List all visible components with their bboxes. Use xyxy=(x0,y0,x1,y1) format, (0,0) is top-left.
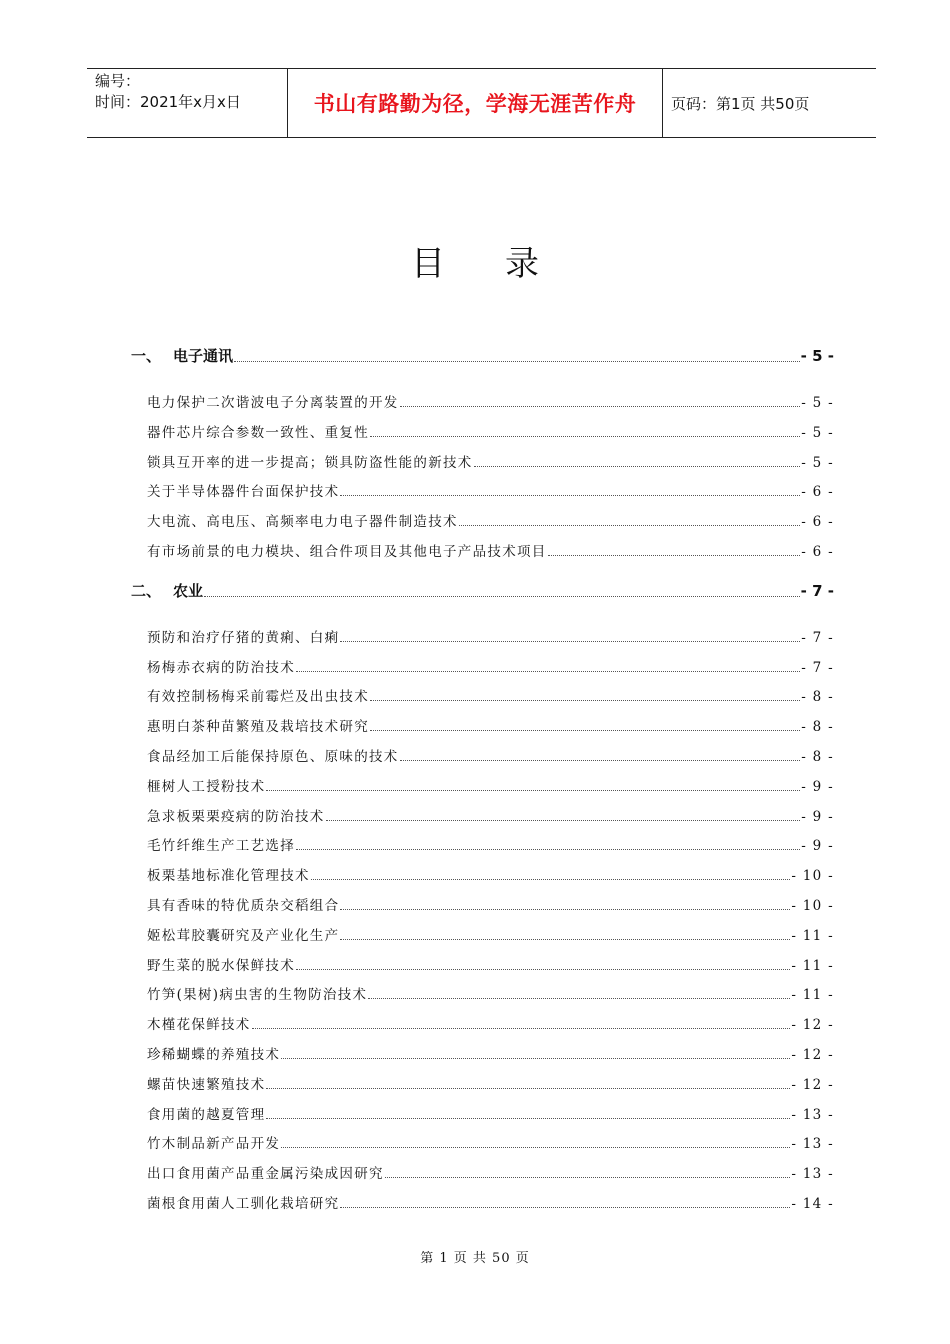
toc-leader-dots xyxy=(370,436,800,437)
toc-page-number: - 11 - xyxy=(791,957,834,974)
toc-entry-text: 榧树人工授粉技术 xyxy=(147,778,266,795)
toc-entry-title xyxy=(147,540,547,560)
toc-entry-title xyxy=(147,834,295,854)
page-footer: 第 1 页 共 50 页 xyxy=(420,1251,530,1266)
toc-page-number: - 5 - xyxy=(801,424,834,441)
toc-page-number: - 8 - xyxy=(801,719,834,736)
toc-page-number: - 8 - xyxy=(801,689,834,706)
toc-entry-title xyxy=(147,954,295,974)
toc-page-number: - 7 - xyxy=(801,629,834,646)
header-page-info: 页码：第1页 共50页 xyxy=(671,94,810,113)
document-time: 时间：2021年x月x日 xyxy=(95,93,241,111)
toc-entry-title xyxy=(147,1043,280,1063)
toc-entry-text: 具有香味的特优质杂交稻组合 xyxy=(147,898,340,914)
toc-item[interactable] xyxy=(147,1043,834,1063)
toc-leader-dots xyxy=(296,671,800,672)
page-title: 目录 xyxy=(411,244,599,284)
toc-entry-text: 木槿花保鲜技术 xyxy=(147,1017,251,1034)
toc-item[interactable] xyxy=(147,834,834,854)
toc-section[interactable] xyxy=(131,580,834,601)
toc-entry-title xyxy=(131,580,203,601)
toc-entry-text: 出口食用菌产品重金属污染成因研究 xyxy=(147,1166,384,1183)
toc-entry-text: 竹笋(果树)病虫害的生物防治技术 xyxy=(147,987,368,1004)
toc-entry-text: 电子通讯 xyxy=(173,347,234,365)
toc-entry-text: 竹木制品新产品开发 xyxy=(147,1136,281,1153)
toc-entry-text: 食用菌的越夏管理 xyxy=(147,1106,266,1123)
toc-page-number: - 7 - xyxy=(800,581,834,600)
toc-item[interactable] xyxy=(147,805,834,825)
toc-entry-text: 惠明白茶种苗繁殖及栽培技术研究 xyxy=(147,719,369,736)
toc-leader-dots xyxy=(400,406,801,407)
toc-item[interactable] xyxy=(147,626,834,646)
toc-entry-text: 毛竹纤维生产工艺选择 xyxy=(147,838,295,855)
toc-item[interactable] xyxy=(147,480,834,500)
toc-entry-title xyxy=(147,775,265,795)
toc-leader-dots xyxy=(370,730,800,731)
toc-leader-dots xyxy=(281,1058,790,1059)
toc-leader-dots xyxy=(370,700,800,701)
toc-item[interactable] xyxy=(147,1192,834,1212)
toc-entry-title xyxy=(147,894,339,914)
toc-page-number: - 12 - xyxy=(791,1047,834,1063)
header-meta xyxy=(87,69,287,137)
toc-item[interactable] xyxy=(147,510,834,530)
toc-entry-title xyxy=(147,864,310,884)
toc-item[interactable] xyxy=(147,745,834,765)
document-number-label: 编号： xyxy=(95,72,141,90)
toc-leader-dots xyxy=(400,760,801,761)
toc-leader-dots xyxy=(266,1118,790,1119)
toc-item[interactable] xyxy=(147,540,834,560)
toc-item[interactable] xyxy=(147,1132,834,1152)
toc-entry-text: 电力保护二次谐波电子分离装置的开发 xyxy=(147,395,399,411)
toc-entry-title xyxy=(147,656,295,676)
toc-entry-title xyxy=(147,1103,265,1123)
toc-entry-text: 预防和治疗仔猪的黄痢、白痢 xyxy=(147,629,340,646)
toc-leader-dots xyxy=(296,969,790,970)
toc-entry-title xyxy=(147,391,399,411)
toc-item[interactable] xyxy=(147,775,834,795)
toc-leader-dots xyxy=(326,820,801,821)
toc-entry-text: 珍稀蝴蝶的养殖技术 xyxy=(147,1047,281,1063)
toc-section[interactable] xyxy=(131,345,834,366)
toc-page-number: - 9 - xyxy=(801,838,834,855)
toc-entry-title xyxy=(147,480,339,500)
toc-page-number: - 9 - xyxy=(801,778,834,795)
toc-page-number: - 10 - xyxy=(791,868,834,885)
toc-page-number: - 10 - xyxy=(791,898,834,914)
toc-entry-text: 锁具互开率的进一步提高；锁具防盗性能的新技术 xyxy=(147,454,473,471)
toc-item[interactable] xyxy=(147,715,834,735)
toc-item[interactable] xyxy=(147,1162,834,1182)
toc-entry-text: 菌根食用菌人工驯化栽培研究 xyxy=(147,1196,340,1212)
toc-entry-title xyxy=(147,1132,280,1152)
toc-page-number: - 5 - xyxy=(801,395,834,411)
toc-entry-text: 螺苗快速繁殖技术 xyxy=(147,1076,266,1093)
toc-entry-text: 野生菜的脱水保鲜技术 xyxy=(147,957,295,974)
toc-page-number: - 12 - xyxy=(791,1076,834,1093)
toc-item[interactable] xyxy=(147,1013,834,1033)
toc-page-number: - 14 - xyxy=(791,1196,834,1212)
toc-leader-dots xyxy=(296,849,800,850)
toc-leader-dots xyxy=(340,909,790,910)
toc-entry-title xyxy=(147,1192,339,1212)
toc-leader-dots xyxy=(252,1028,791,1029)
toc-entry-title xyxy=(147,924,339,944)
toc-leader-dots xyxy=(340,641,800,642)
toc-entry-title xyxy=(147,421,369,441)
toc-item[interactable] xyxy=(147,954,834,974)
toc-leader-dots xyxy=(340,495,800,496)
toc-entry-title xyxy=(147,1073,265,1093)
toc-entry-text: 杨梅赤衣病的防治技术 xyxy=(147,659,295,676)
toc-page-number: - 7 - xyxy=(801,659,834,676)
toc-page-number: - 13 - xyxy=(791,1166,834,1183)
toc-entry-title xyxy=(147,745,399,765)
toc-entry-title xyxy=(147,1013,251,1033)
toc-item[interactable] xyxy=(147,1073,834,1093)
toc-leader-dots xyxy=(204,596,800,597)
toc-entry-title xyxy=(147,510,458,530)
toc-entry-title xyxy=(147,626,339,646)
toc-page-number: - 9 - xyxy=(801,808,834,825)
toc-entry-title xyxy=(131,345,233,366)
toc-leader-dots xyxy=(340,1207,790,1208)
toc-item[interactable] xyxy=(147,924,834,944)
toc-page-number: - 11 - xyxy=(791,927,834,944)
toc-entry-title xyxy=(147,805,325,825)
toc-section-number: 二、 xyxy=(131,581,162,600)
toc-page-number: - 6 - xyxy=(801,514,834,531)
toc-leader-dots xyxy=(340,939,790,940)
toc-leader-dots xyxy=(548,555,801,556)
toc-entry-text: 急求板栗栗疫病的防治技术 xyxy=(147,808,325,825)
toc-section-number: 一、 xyxy=(131,347,162,365)
header-motto: 书山有路勤为径，学海无涯苦作舟 xyxy=(287,69,663,137)
toc-item[interactable] xyxy=(147,656,834,676)
toc-page-number: - 11 - xyxy=(791,987,834,1004)
toc-entry-text: 板栗基地标准化管理技术 xyxy=(147,868,310,885)
toc-leader-dots xyxy=(281,1147,790,1148)
toc-entry-text: 关于半导体器件台面保护技术 xyxy=(147,484,340,501)
toc-leader-dots xyxy=(266,1088,790,1089)
toc-entry-text: 姬松茸胶囊研究及产业化生产 xyxy=(147,927,340,944)
toc-item[interactable] xyxy=(147,1103,834,1123)
toc-entry-title xyxy=(147,983,367,1003)
toc-entry-text: 器件芯片综合参数一致性、重复性 xyxy=(147,424,369,441)
toc-leader-dots xyxy=(474,466,801,467)
toc-entry-text: 食品经加工后能保持原色、原味的技术 xyxy=(147,749,399,765)
toc-page-number: - 13 - xyxy=(791,1136,834,1153)
toc-page-number: - 13 - xyxy=(791,1106,834,1123)
toc-entry-text: 有市场前景的电力模块、组合件项目及其他电子产品技术项目 xyxy=(147,544,547,560)
toc-leader-dots xyxy=(385,1177,791,1178)
toc-page-number: - 8 - xyxy=(801,749,834,765)
page-header xyxy=(87,68,876,138)
toc-leader-dots xyxy=(368,998,790,999)
toc-item[interactable] xyxy=(147,894,834,914)
toc-entry-title xyxy=(147,1162,384,1182)
toc-item[interactable] xyxy=(147,864,834,884)
toc-leader-dots xyxy=(266,790,800,791)
toc-item[interactable] xyxy=(147,391,834,411)
toc-leader-dots xyxy=(459,525,800,526)
toc-page-number: - 5 - xyxy=(801,454,834,471)
toc-page-number: - 5 - xyxy=(800,347,834,365)
toc-item[interactable] xyxy=(147,421,834,441)
toc-entry-text: 有效控制杨梅采前霉烂及出虫技术 xyxy=(147,689,369,706)
toc-entry-title xyxy=(147,685,369,705)
toc-leader-dots xyxy=(311,879,791,880)
toc-page-number: - 6 - xyxy=(801,544,834,560)
toc-entry-title xyxy=(147,715,369,735)
toc-item[interactable] xyxy=(147,451,834,471)
toc-leader-dots xyxy=(234,361,800,362)
toc-entry-text: 农业 xyxy=(173,581,204,600)
toc-item[interactable] xyxy=(147,685,834,705)
toc-page-number: - 12 - xyxy=(791,1017,834,1034)
toc-entry-title xyxy=(147,451,473,471)
toc-item[interactable] xyxy=(147,983,834,1003)
toc-page-number: - 6 - xyxy=(801,484,834,501)
toc-entry-text: 大电流、高电压、高频率电力电子器件制造技术 xyxy=(147,514,458,531)
